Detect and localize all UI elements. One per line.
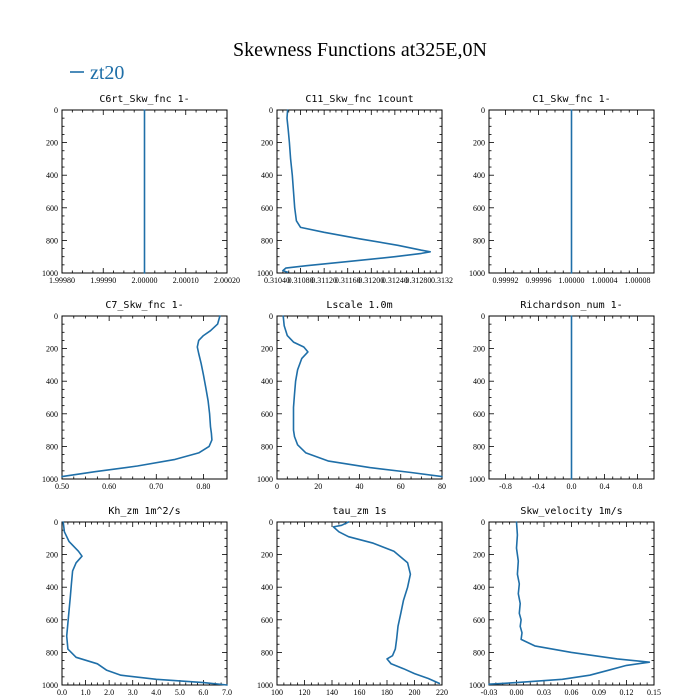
y-tick-label: 200 bbox=[261, 344, 273, 354]
y-tick-label: 800 bbox=[46, 236, 58, 246]
y-tick-label: 0 bbox=[54, 312, 58, 321]
x-tick-label: 120 bbox=[298, 688, 311, 697]
x-tick-label: 100 bbox=[271, 688, 283, 697]
y-tick-label: 0 bbox=[481, 312, 485, 321]
x-tick-label: 1.00004 bbox=[591, 276, 618, 285]
series-line bbox=[62, 316, 220, 477]
panel-title: Kh_zm 1m^2/s bbox=[108, 506, 181, 517]
panel-1 bbox=[42, 94, 240, 285]
y-tick-label: 0 bbox=[269, 312, 273, 321]
y-tick-label: 200 bbox=[473, 550, 485, 560]
x-tick-label: 2.00010 bbox=[172, 276, 199, 285]
x-tick-label: 20 bbox=[314, 482, 323, 491]
x-tick-label: 0.31280 bbox=[405, 276, 432, 285]
y-tick-label: 0 bbox=[54, 106, 58, 115]
y-tick-label: 200 bbox=[473, 344, 485, 354]
panel-title: C11_Skw_fnc 1count bbox=[305, 94, 414, 105]
x-tick-label: 2.0 bbox=[104, 688, 115, 697]
x-tick-label: 160 bbox=[353, 688, 366, 697]
panel-frame bbox=[62, 316, 227, 479]
x-tick-label: 0.4 bbox=[599, 482, 610, 491]
y-tick-label: 600 bbox=[46, 409, 58, 419]
x-tick-label: 0.00 bbox=[509, 688, 524, 697]
x-tick-label: 0.31080 bbox=[287, 276, 314, 285]
panel-4 bbox=[42, 300, 227, 491]
y-tick-label: 400 bbox=[261, 377, 273, 387]
x-tick-label: 60 bbox=[396, 482, 405, 491]
y-tick-label: 200 bbox=[261, 550, 273, 560]
y-tick-label: 1000 bbox=[257, 475, 273, 484]
x-tick-label: 0.15 bbox=[647, 688, 661, 697]
y-tick-label: 200 bbox=[473, 138, 485, 148]
y-tick-label: 1000 bbox=[469, 681, 485, 690]
y-tick-label: 1000 bbox=[469, 475, 485, 484]
x-tick-label: 0.0 bbox=[566, 482, 577, 491]
panel-grid bbox=[42, 94, 661, 697]
x-tick-label: 1.00000 bbox=[558, 276, 585, 285]
x-tick-label: -0.03 bbox=[480, 688, 498, 697]
x-tick-label: 0.80 bbox=[196, 482, 211, 491]
y-tick-label: 1000 bbox=[42, 269, 58, 278]
panel-title: Skw_velocity 1m/s bbox=[520, 506, 623, 517]
x-tick-label: 200 bbox=[408, 688, 421, 697]
y-tick-label: 400 bbox=[261, 583, 273, 593]
y-tick-label: 400 bbox=[473, 171, 485, 181]
y-tick-label: 600 bbox=[473, 615, 485, 625]
x-tick-label: 0.31240 bbox=[381, 276, 408, 285]
panel-2 bbox=[257, 94, 453, 285]
x-tick-label: 1.99980 bbox=[49, 276, 75, 285]
x-tick-label: 2.00000 bbox=[131, 276, 158, 285]
x-tick-label: 0.0 bbox=[57, 688, 67, 697]
y-tick-label: 800 bbox=[473, 236, 485, 246]
x-tick-label: 0.8 bbox=[632, 482, 643, 491]
x-tick-label: 0.31120 bbox=[311, 276, 337, 285]
y-tick-label: 400 bbox=[473, 583, 485, 593]
panel-8 bbox=[257, 506, 448, 697]
x-tick-label: 4.0 bbox=[151, 688, 162, 697]
x-tick-label: 3.0 bbox=[127, 688, 138, 697]
y-tick-label: 600 bbox=[473, 203, 485, 213]
x-tick-label: 7.0 bbox=[222, 688, 232, 697]
panel-7 bbox=[42, 506, 232, 697]
panel-title: tau_zm 1s bbox=[332, 506, 387, 517]
y-tick-label: 600 bbox=[261, 409, 273, 419]
x-tick-label: 40 bbox=[355, 482, 364, 491]
panel-frame bbox=[277, 316, 442, 479]
panel-title: Lscale 1.0m bbox=[326, 300, 393, 311]
x-tick-label: 1.99990 bbox=[90, 276, 117, 285]
x-tick-label: -0.4 bbox=[532, 482, 545, 491]
y-tick-label: 600 bbox=[261, 203, 273, 213]
x-tick-label: 0.70 bbox=[149, 482, 164, 491]
legend bbox=[70, 62, 124, 84]
x-tick-label: 1.0 bbox=[80, 688, 91, 697]
y-tick-label: 200 bbox=[261, 138, 273, 148]
y-tick-label: 0 bbox=[54, 518, 58, 527]
series-line bbox=[63, 522, 227, 685]
y-tick-label: 800 bbox=[46, 648, 58, 658]
series-line bbox=[283, 110, 430, 272]
x-tick-label: 0.99992 bbox=[492, 276, 519, 285]
panel-frame bbox=[277, 522, 442, 685]
y-tick-label: 1000 bbox=[469, 269, 485, 278]
x-tick-label: 0.3132 bbox=[431, 276, 453, 285]
panel-title: C1_Skw_fnc 1- bbox=[532, 94, 611, 105]
y-tick-label: 400 bbox=[261, 171, 273, 181]
panel-5 bbox=[257, 300, 446, 491]
x-tick-label: -0.8 bbox=[499, 482, 512, 491]
y-tick-label: 200 bbox=[46, 344, 58, 354]
y-tick-label: 0 bbox=[481, 518, 485, 527]
y-tick-label: 800 bbox=[261, 236, 273, 246]
y-tick-label: 800 bbox=[261, 648, 273, 658]
x-tick-label: 5.0 bbox=[174, 688, 185, 697]
y-tick-label: 800 bbox=[261, 442, 273, 452]
x-tick-label: 0.60 bbox=[102, 482, 117, 491]
y-tick-label: 600 bbox=[46, 203, 58, 213]
x-tick-label: 0.09 bbox=[592, 688, 606, 697]
x-tick-label: 0.50 bbox=[55, 482, 69, 491]
x-tick-label: 0.03 bbox=[537, 688, 551, 697]
y-tick-label: 400 bbox=[46, 377, 58, 387]
figure-title: Skewness Functions at325E,0N bbox=[233, 39, 487, 61]
y-tick-label: 800 bbox=[473, 648, 485, 658]
legend-label: zt20 bbox=[90, 62, 125, 84]
y-tick-label: 0 bbox=[269, 106, 273, 115]
series-line bbox=[489, 522, 649, 684]
y-tick-label: 600 bbox=[46, 615, 58, 625]
y-tick-label: 0 bbox=[481, 106, 485, 115]
x-tick-label: 140 bbox=[326, 688, 338, 697]
y-tick-label: 1000 bbox=[42, 681, 58, 690]
x-tick-label: 6.0 bbox=[198, 688, 209, 697]
x-tick-label: 0 bbox=[275, 482, 279, 491]
y-tick-label: 600 bbox=[473, 409, 485, 419]
x-tick-label: 0.31040 bbox=[264, 276, 290, 285]
x-tick-label: 80 bbox=[438, 482, 446, 491]
y-tick-label: 1000 bbox=[257, 681, 273, 690]
x-tick-label: 0.99996 bbox=[525, 276, 552, 285]
panel-title: C7_Skw_fnc 1- bbox=[105, 300, 184, 311]
y-tick-label: 200 bbox=[46, 550, 58, 560]
y-tick-label: 800 bbox=[473, 442, 485, 452]
x-tick-label: 0.31160 bbox=[334, 276, 361, 285]
x-tick-label: 0.31200 bbox=[358, 276, 385, 285]
panel-6 bbox=[469, 300, 654, 491]
y-tick-label: 1000 bbox=[257, 269, 273, 278]
panel-9 bbox=[469, 506, 661, 697]
series-line bbox=[283, 316, 442, 477]
x-tick-label: 2.00020 bbox=[214, 276, 240, 285]
y-tick-label: 200 bbox=[46, 138, 58, 148]
panel-title: C6rt_Skw_fnc 1- bbox=[99, 94, 190, 105]
y-tick-label: 600 bbox=[261, 615, 273, 625]
panel-3 bbox=[469, 94, 654, 285]
x-tick-label: 1.00008 bbox=[624, 276, 651, 285]
x-tick-label: 220 bbox=[436, 688, 448, 697]
y-tick-label: 400 bbox=[473, 377, 485, 387]
x-tick-label: 0.12 bbox=[619, 688, 634, 697]
x-tick-label: 180 bbox=[381, 688, 393, 697]
x-tick-label: 0.06 bbox=[564, 688, 579, 697]
y-tick-label: 1000 bbox=[42, 475, 58, 484]
y-tick-label: 400 bbox=[46, 171, 58, 181]
panel-title: Richardson_num 1- bbox=[520, 300, 623, 311]
y-tick-label: 0 bbox=[269, 518, 273, 527]
y-tick-label: 400 bbox=[46, 583, 58, 593]
y-tick-label: 800 bbox=[46, 442, 58, 452]
series-line bbox=[333, 522, 439, 683]
